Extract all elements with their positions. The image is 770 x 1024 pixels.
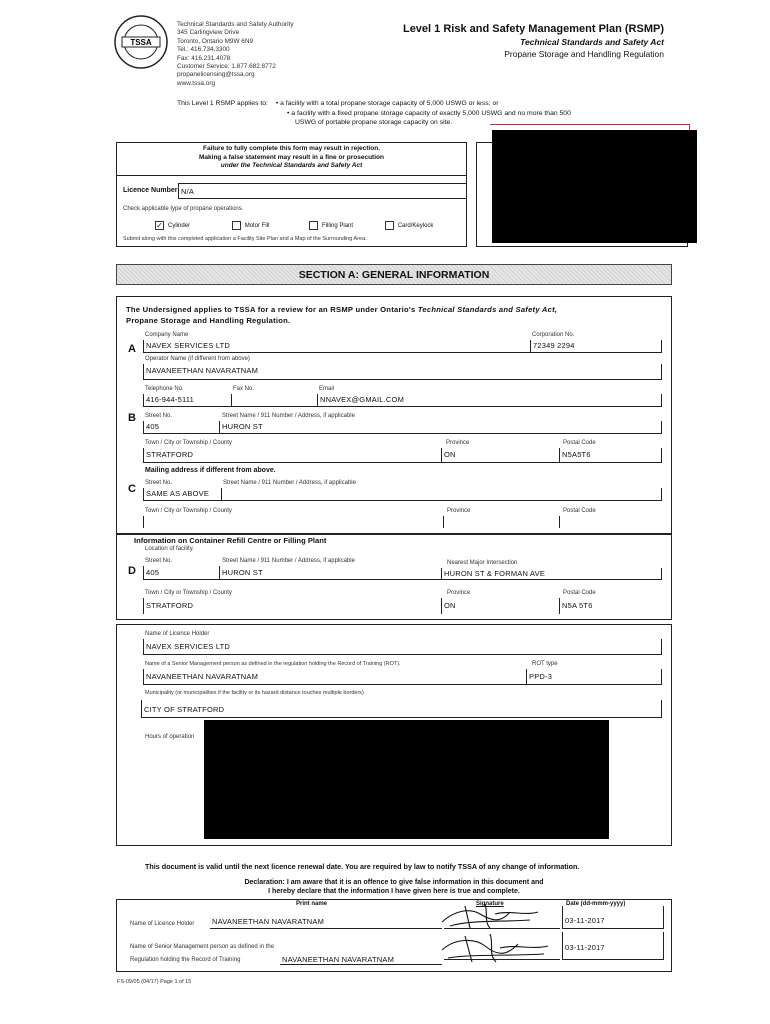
licence-number-field[interactable] — [178, 183, 467, 199]
checkbox-cylinder[interactable]: ✓ — [156, 221, 163, 230]
senior-field[interactable] — [143, 669, 526, 685]
intro-text — [126, 304, 557, 326]
licence-holder-date-value: 03-11-2017 — [565, 916, 605, 925]
declaration-line1: Declaration: I am aware that it is an offence to give false information in this document and — [244, 879, 544, 886]
form-title-block — [403, 23, 664, 59]
d-street-field[interactable] — [219, 566, 441, 580]
operator-field[interactable] — [143, 364, 662, 380]
d-prov-label: Province — [447, 590, 471, 596]
b-street-no-label: Street No. — [145, 413, 173, 419]
d-nearest-value: HURON ST & FORMAN AVE — [444, 569, 546, 578]
type-motor-fill-label: Motor Fill — [244, 223, 270, 230]
company-field[interactable] — [143, 340, 531, 353]
b-street-no-value: 405 — [146, 422, 160, 431]
operator-value: NAVANEETHAN NAVARATNAM — [146, 366, 259, 375]
email-field[interactable] — [317, 394, 662, 407]
senior-mgmt-label-line1: Name of Senior Management person as defined in the — [130, 944, 275, 950]
c-street-field[interactable] — [221, 488, 662, 501]
b-street-label: Street Name / 911 Number / Address, if applicable — [222, 413, 355, 419]
declaration-line2: I hereby declare that the information I have given here is true and complete. — [268, 888, 520, 895]
d-nearest-field[interactable] — [441, 568, 662, 580]
senior-mgmt-date-field[interactable] — [562, 932, 664, 960]
applies-lead: This Level 1 RSMP applies to: — [177, 100, 268, 107]
licence-holder-print-value: NAVANEETHAN NAVARATNAM — [212, 917, 325, 926]
applies-block: This Level 1 RSMP applies to: • a facility with a total propane storage capacity of 5,000 USWG or less; or • a facility with a fixed propane storage capacity of exactly 5,000 USWG and no more than 500 USWG of portable propane storage capacity on site. — [177, 100, 571, 126]
form-number: FS-09/05 (04/17) Page 1 of 15 — [117, 979, 192, 985]
email-value: NNAVEX@GMAIL.COM — [320, 395, 405, 404]
warning-line3: under the Technical Standards and Safety Act — [220, 162, 363, 169]
operation-types — [155, 221, 433, 230]
holder-name-field[interactable] — [143, 639, 662, 655]
c-street-label: Street Name / 911 Number / Address, if applicable — [223, 480, 356, 486]
org-tel: Tel.: 416.734.3300 — [177, 46, 230, 54]
c-street-no-field[interactable] — [143, 488, 221, 501]
signature-header: Signature — [476, 901, 504, 907]
type-cylinder-label: Cylinder — [168, 223, 191, 230]
tel-field[interactable] — [143, 394, 231, 407]
c-heading: Mailing address if different from above. — [145, 467, 276, 474]
print-name-header: Print name — [296, 901, 328, 907]
c-street-no-label: Street No. — [145, 480, 173, 486]
type-card-keylock-label: Card/Keylock — [397, 223, 434, 230]
b-town-field[interactable] — [143, 448, 441, 463]
intro-line2: Propane Storage and Handling Regulation. — [126, 316, 291, 325]
d-postal-value: N5A 5T6 — [562, 601, 593, 610]
b-prov-value: ON — [444, 450, 456, 459]
licence-number-value: N/A — [181, 187, 195, 196]
tel-value: 416-944-5111 — [146, 395, 194, 404]
form-regulation: Propane Storage and Handling Regulation — [504, 49, 664, 59]
fax-field[interactable] — [231, 394, 317, 407]
fax-label: Fax No. — [233, 386, 255, 392]
d-nearest-label: Nearest Major Intersection — [447, 560, 518, 566]
muni-label: Municipality (or municipalities if the facility or its hazard distance touches multiple borders) — [145, 690, 364, 696]
b-prov-field[interactable] — [441, 448, 559, 463]
org-web[interactable]: www.tssa.org — [177, 79, 216, 87]
tssa-logo — [113, 14, 169, 70]
rot-field[interactable] — [526, 669, 662, 685]
org-address1: 345 Carlingview Drive — [177, 29, 240, 37]
redacted-office-use — [492, 130, 697, 243]
validity-note: This document is valid until the next licence renewal date. You are required by law to notify TSSA of any change of information. — [145, 862, 580, 871]
b-street-value: HURON ST — [222, 422, 263, 431]
d-street-value: HURON ST — [222, 568, 263, 577]
applies-item2: a facility with a fixed propane storage capacity of exactly 5,000 USWG and no more than 500 — [291, 109, 571, 117]
block-a-letter: A — [128, 343, 136, 355]
c-postal-field[interactable] — [559, 516, 662, 528]
c-town-label: Town / City or Township / County — [145, 508, 232, 514]
applies-item2b: USWG of portable propane storage capacity on site. — [295, 119, 453, 126]
licence-holder-label: Name of Licence Holder — [130, 921, 195, 927]
check-type-label: Check applicable type of propane operations. — [123, 206, 244, 212]
org-fax: Fax: 416.231.4078 — [177, 54, 231, 62]
d-prov-value: ON — [444, 601, 456, 610]
section-a-title: SECTION A: GENERAL INFORMATION — [298, 269, 490, 281]
warning-text — [116, 145, 467, 171]
senior-mgmt-print-value: NAVANEETHAN NAVARATNAM — [282, 955, 395, 964]
b-postal-label: Postal Code — [563, 440, 596, 446]
c-prov-label: Province — [447, 508, 471, 514]
org-address2: Toronto, Ontario M9W 6N9 — [177, 37, 254, 45]
d-postal-label: Postal Code — [563, 590, 596, 596]
d-town-field[interactable] — [143, 598, 441, 614]
rot-value: PPD-3 — [529, 672, 553, 681]
date-header: Date (dd-mmm-yyyy) — [566, 901, 626, 907]
c-postal-label: Postal Code — [563, 508, 596, 514]
redacted-hours — [204, 720, 609, 839]
b-street-field[interactable] — [219, 421, 662, 434]
rot-label: ROT type — [532, 661, 558, 667]
c-street-no-value: SAME AS ABOVE — [146, 489, 210, 498]
corp-label: Corporation No. — [532, 332, 575, 338]
declaration — [116, 878, 672, 896]
senior-mgmt-label — [130, 941, 274, 967]
intro-line1a: The Undersigned applies to TSSA for a review for an RSMP under Ontario's — [126, 305, 418, 314]
d-prov-field[interactable] — [441, 598, 559, 614]
d-town-value: STRATFORD — [146, 601, 194, 610]
form-title: Level 1 Risk and Safety Management Plan (RSMP) — [402, 23, 664, 35]
checkbox-motor-fill[interactable] — [232, 221, 241, 230]
b-street-no-field[interactable] — [143, 421, 219, 434]
org-name: Technical Standards and Safety Authority — [177, 21, 294, 28]
tel-label: Telephone No. — [145, 386, 184, 392]
corp-value: 72349 2294 — [533, 341, 575, 350]
licence-holder-date-field[interactable] — [562, 906, 664, 929]
type-filling-plant-label: Filling Plant — [322, 223, 354, 230]
senior-mgmt-date-value: 03-11-2017 — [565, 943, 605, 952]
email-label: Email — [319, 386, 335, 392]
d-location-label: Location of facility. — [145, 546, 194, 552]
c-prov-field[interactable] — [443, 516, 559, 528]
senior-label: Name of a Senior Management person as defined in the regulation holding the Record of Training (ROT). — [145, 661, 401, 667]
svg-text:TSSA: TSSA — [130, 38, 152, 47]
c-town-field[interactable] — [143, 516, 443, 528]
b-town-value: STRATFORD — [146, 450, 194, 459]
b-postal-value: N5A5T6 — [562, 450, 591, 459]
company-label: Company Name — [145, 332, 189, 338]
senior-mgmt-print-field[interactable] — [280, 955, 442, 965]
org-customer-service: Customer Service: 1.877.682.8772 — [177, 63, 276, 71]
d-street-no-value: 405 — [146, 568, 160, 577]
warning-line2: Making a false statement may result in a fine or prosecution — [199, 153, 384, 161]
d-street-no-field[interactable] — [143, 566, 219, 580]
d-street-label: Street Name / 911 Number / Address, if applicable — [222, 558, 355, 564]
hours-label: Hours of operation — [145, 734, 195, 740]
d-postal-field[interactable] — [559, 598, 662, 614]
senior-mgmt-label-line2: Regulation holding the Record of Training — [130, 957, 241, 963]
block-c-letter: C — [128, 483, 136, 495]
b-postal-field[interactable] — [559, 448, 662, 463]
muni-value: CITY OF STRATFORD — [144, 705, 225, 714]
warning-line1: Failure to fully complete this form may result in rejection. — [203, 145, 380, 152]
operator-label: Operator Name (if different from above) — [145, 356, 250, 362]
corp-field[interactable] — [530, 340, 662, 353]
applies-item1: a facility with a total propane storage capacity of 5,000 USWG or less; or — [280, 100, 499, 107]
org-address-block — [177, 21, 294, 88]
block-d-letter: D — [128, 565, 136, 577]
b-town-label: Town / City or Township / County — [145, 440, 232, 446]
licence-holder-print-field[interactable] — [210, 908, 442, 929]
checkbox-filling-plant[interactable] — [309, 221, 318, 230]
form-act: Technical Standards and Safety Act — [520, 37, 664, 47]
holder-name-value: NAVEX SERVICES LTD — [146, 642, 231, 651]
d-street-no-label: Street No. — [145, 558, 173, 564]
block-b-letter: B — [128, 412, 136, 424]
muni-field[interactable] — [141, 700, 662, 718]
company-value: NAVEX SERVICES LTD — [146, 341, 231, 350]
senior-value: NAVANEETHAN NAVARATNAM — [146, 672, 259, 681]
submit-note: Submit along with this completed application a Facility Site Plan and a Map of the Surrounding Area. — [123, 236, 367, 242]
d-heading: Information on Container Refill Centre or Filling Plant — [134, 536, 327, 545]
org-email[interactable]: propanelicensing@tssa.org — [177, 71, 255, 79]
holder-name-label: Name of Licence Holder — [145, 631, 210, 637]
b-prov-label: Province — [446, 440, 470, 446]
d-town-label: Town / City or Township / County — [145, 590, 232, 596]
intro-line1b: Technical Standards and Safety Act, — [417, 305, 558, 314]
senior-mgmt-signature — [440, 932, 550, 971]
checkbox-card-keylock[interactable] — [385, 221, 394, 230]
licence-number-label: Licence Number — [123, 187, 178, 194]
